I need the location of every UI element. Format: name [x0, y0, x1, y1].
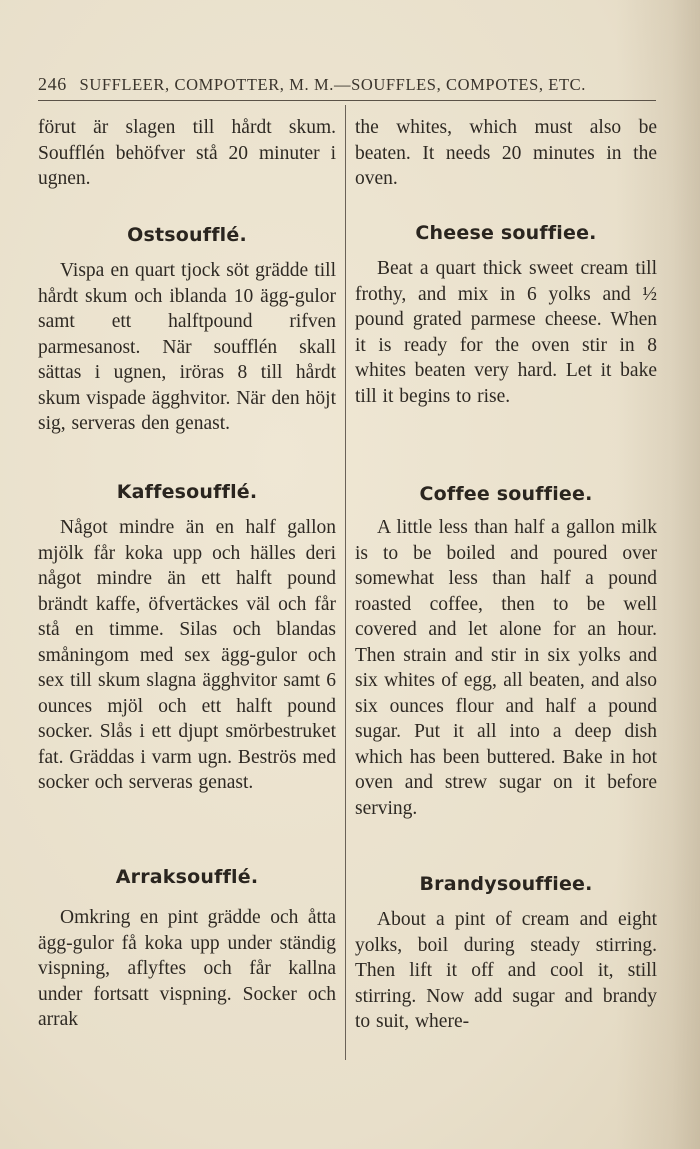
page-number: 246 — [38, 74, 67, 94]
left-text-ostsouffle: Vispa en quart tjock söt grädde till hårdt skum och iblanda 10 ägg-gulor samt ett halftpound rifven parmesanost. När soufflén skall sättas i ugnen, iröras 8 till hårdt skum vispade ägghvitor. När den höjt sig, serveras den genast. — [38, 260, 336, 434]
right-text-cheese-souffle: Beat a quart thick sweet cream till frothy, and mix in 6 yolks and ½ pound grated parmese cheese. When it is ready for the oven stir in 8 whites beaten very hard. Let it bake till it begins to rise. — [355, 258, 657, 407]
right-text-coffee-souffle: A little less than half a gallon milk is to be boiled and poured over somewhat less than half a pound roasted coffee, then to be well covered and let alone for an hour. Then strain and stir in six yolks and six whites of egg, all beaten, and also six ounces flour and half a pound sugar. Put it all into a deep dish which has been buttered. Bake in hot oven and strew sugar on it before serving. — [355, 517, 657, 819]
right-title-brandy-souffle: Brandysouffiee. — [419, 873, 593, 895]
left-text-arraksouffle: Omkring en pint grädde och åtta ägg-gulor få koka upp under ständig vispning, aflyftes och får kallna under fortsatt vispning. Socker och arrak — [38, 907, 336, 1030]
running-header — [38, 74, 658, 95]
right-title-coffee-souffle: Coffee souffiee. — [419, 483, 593, 505]
left-title-kaffesouffle: Kaffesoufflé. — [116, 481, 258, 503]
right-title-cheese-souffle: Cheese souffiee. — [415, 222, 597, 244]
left-text-kaffesouffle: Något mindre än en half gallon mjölk får koka upp och hälles deri något mindre än ett halft pound brändt kaffe, öfvertäckes väl och får stå en timme. Silas och blandas småningom med sex ägg-gulor och sex till skum slagna ägghvitor samt 6 ounces mjöl och ett halft pound socker. Slås i ett djupt smörbestruket fat. Gräddas i varm ugn. Beströs med socker och serveras genast. — [38, 517, 336, 793]
running-title: SUFFLEER, COMPOTTER, M. M.—SOUFFLES, COMPOTES, ETC. — [79, 75, 586, 94]
right-continuation: the whites, which must also be beaten. It needs 20 minutes in the oven. — [355, 117, 657, 189]
column-divider — [345, 105, 346, 1060]
left-title-arraksouffle: Arraksoufflé. — [115, 866, 259, 888]
left-title-ostsouffle: Ostsoufflé. — [127, 224, 247, 246]
left-continuation: förut är slagen till hårdt skum. Soufflén behöfver stå 20 minuter i ugnen. — [38, 117, 336, 189]
header-rule — [38, 100, 656, 101]
right-text-brandy-souffle: About a pint of cream and eight yolks, boil during steady stirring. Then lift it off and cool it, still stirring. Now add sugar and brandy to suit, where- — [355, 909, 657, 1032]
